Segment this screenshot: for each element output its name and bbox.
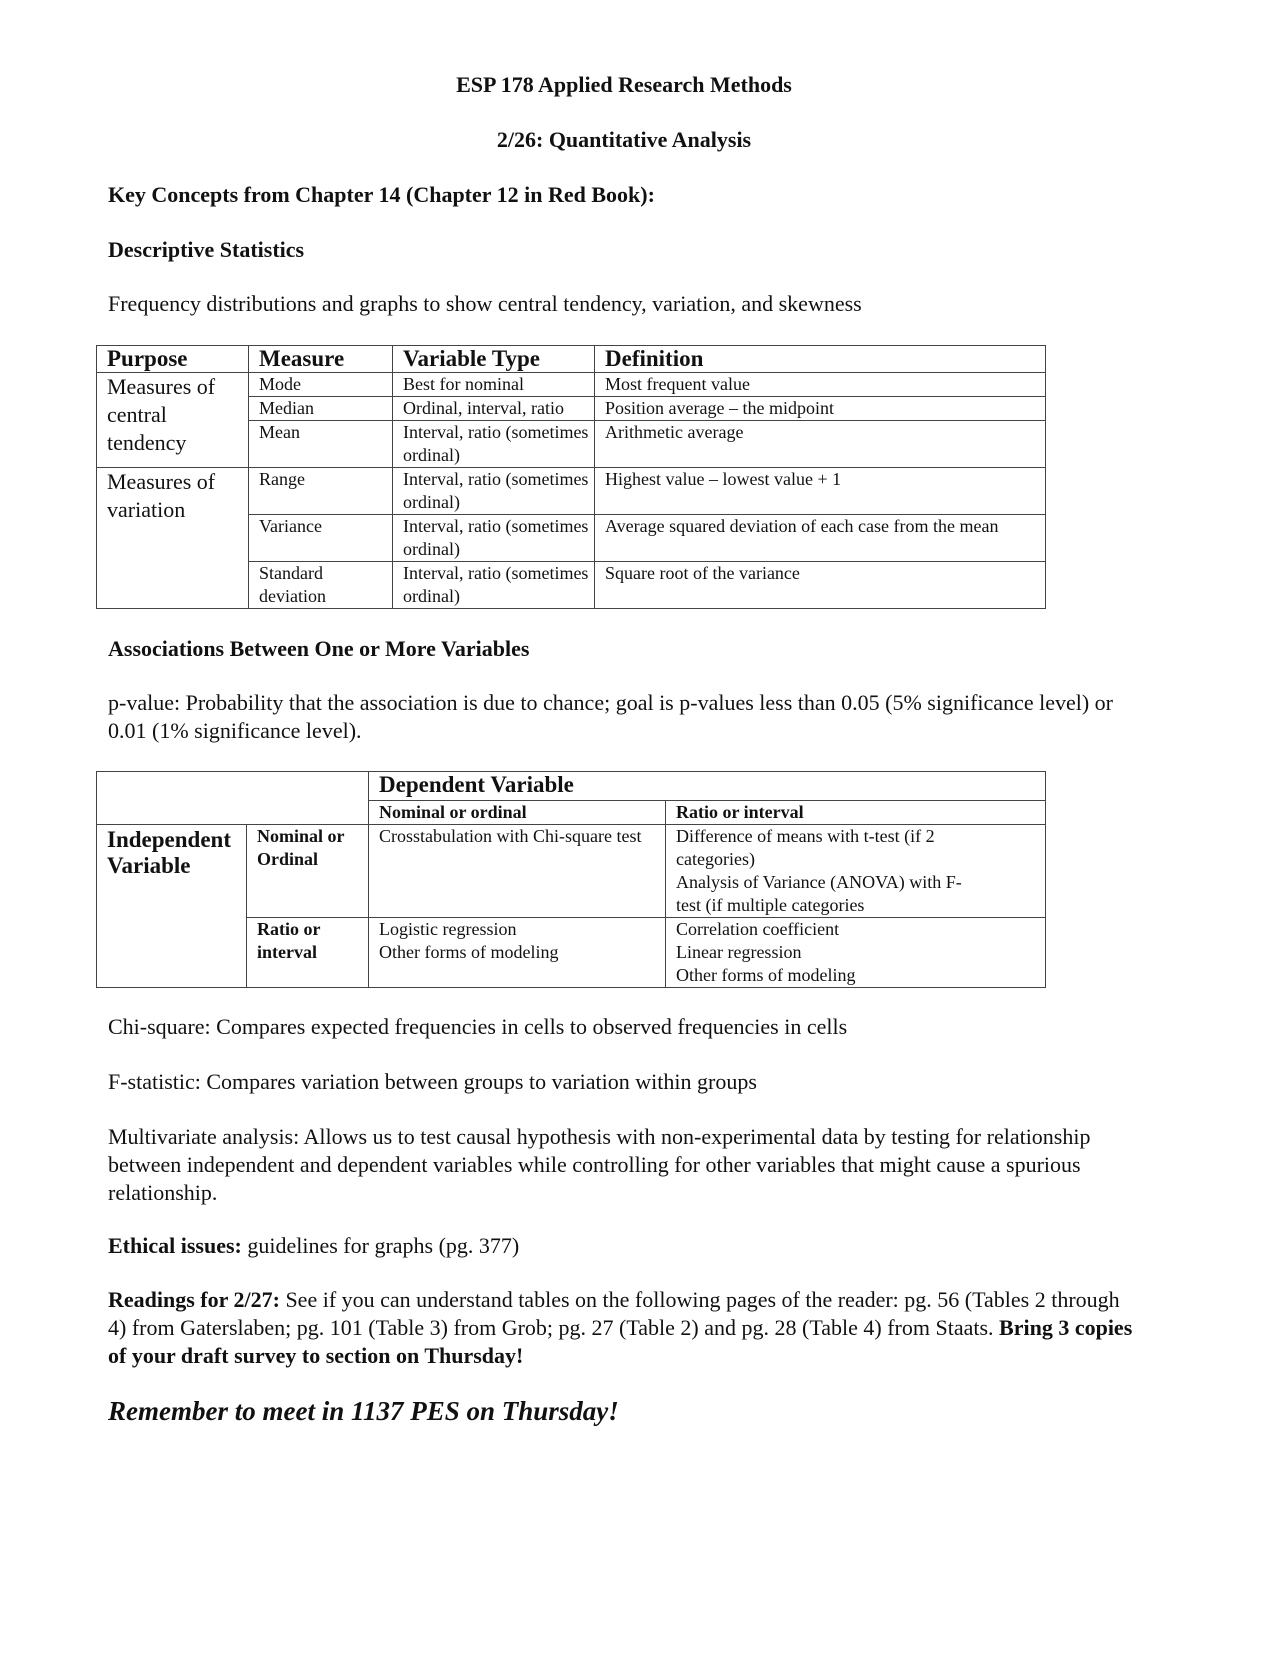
definition-cell: Highest value – lowest value + 1: [595, 468, 1046, 515]
key-concepts-heading: Key Concepts from Chapter 14 (Chapter 12 in Red Book):: [108, 182, 655, 207]
document-subtitle: 2/26: Quantitative Analysis: [496, 127, 752, 152]
test-cell: Correlation coefficient Linear regression Other forms of modeling: [666, 918, 1046, 988]
definition-cell: Arithmetic average: [595, 421, 1046, 468]
dep-col-nominal: Nominal or ordinal: [369, 801, 666, 825]
definition-cell: Square root of the variance: [595, 562, 1046, 609]
purpose-cell: Measures of variation: [97, 468, 249, 609]
readings-text: See if you can understand tables on the following pages of the reader: pg. 56 (Tables 2 through 4) from Gaterslaben; pg. 101 (Table 3) from Grob; pg. 27 (Table 2) and pg. 28 (Table 4) from Staats.: [108, 1287, 1120, 1340]
type-cell: Best for nominal: [393, 373, 595, 397]
test-cell: Difference of means with t-test (if 2 categories) Analysis of Variance (ANOVA) with F-test (if multiple categories: [666, 825, 1046, 918]
type-cell: Interval, ratio (sometimes ordinal): [393, 562, 595, 609]
empty-corner-cell: [97, 772, 369, 825]
type-cell: Ordinal, interval, ratio: [393, 397, 595, 421]
measure-cell: Mean: [249, 421, 393, 468]
type-cell: Interval, ratio (sometimes ordinal): [393, 421, 595, 468]
measure-cell: Median: [249, 397, 393, 421]
measure-cell: Standard deviation: [249, 562, 393, 609]
readings-bold: Bring 3 copies of your draft survey to section on Thursday!: [108, 1315, 1133, 1368]
dep-col-ratio: Ratio or interval: [666, 801, 1046, 825]
ethical-text: guidelines for graphs (pg. 377): [241, 1233, 520, 1258]
measure-cell: Mode: [249, 373, 393, 397]
measure-cell: Range: [249, 468, 393, 515]
iv-nominal: Nominal or Ordinal: [247, 825, 369, 918]
definition-cell: Position average – the midpoint: [595, 397, 1046, 421]
ethical-label: Ethical issues:: [108, 1233, 242, 1258]
chi-square-note: Chi-square: Compares expected frequencies in cells to observed frequencies in cells: [108, 1014, 848, 1039]
iv-ratio: Ratio or interval: [247, 918, 369, 988]
pvalue-definition: p-value: Probability that the association is due to chance; goal is p-values less than 0.05 (5% significance level) or 0.01 (1% significance level).: [108, 690, 1113, 743]
dependent-variable-header: Dependent Variable: [369, 772, 1046, 801]
header-variable-type: Variable Type: [393, 346, 595, 373]
test-cell: Logistic regression Other forms of modeling: [369, 918, 666, 988]
association-tests-table: [96, 771, 1046, 988]
purpose-cell: Measures of central tendency: [97, 373, 249, 468]
associations-heading: Associations Between One or More Variables: [108, 636, 530, 661]
document-title: ESP 178 Applied Research Methods: [456, 72, 792, 97]
descriptive-statistics-table: [96, 345, 1046, 609]
multivariate-note: Multivariate analysis: Allows us to test causal hypothesis with non-experimental data by testing for relationship between independent and dependent variables while controlling for other variables that might cause a spurious relationship.: [108, 1124, 1091, 1205]
table-row: [97, 373, 1046, 397]
test-cell: Crosstabulation with Chi-square test: [369, 825, 666, 918]
table-row: [97, 468, 1046, 515]
readings-note: [108, 1286, 1143, 1370]
header-measure: Measure: [249, 346, 393, 373]
header-purpose: Purpose: [97, 346, 249, 373]
reminder: Remember to meet in 1137 PES on Thursday!: [108, 1396, 619, 1426]
readings-label: Readings for 2/27:: [108, 1287, 280, 1312]
descriptive-intro: Frequency distributions and graphs to show central tendency, variation, and skewness: [108, 291, 862, 316]
type-cell: Interval, ratio (sometimes ordinal): [393, 515, 595, 562]
independent-variable-header: Independent Variable: [97, 825, 247, 988]
definition-cell: Most frequent value: [595, 373, 1046, 397]
f-statistic-note: F-statistic: Compares variation between groups to variation within groups: [108, 1069, 757, 1094]
table-row: [97, 825, 1046, 918]
type-cell: Interval, ratio (sometimes ordinal): [393, 468, 595, 515]
ethical-note: [108, 1232, 1148, 1260]
descriptive-heading: Descriptive Statistics: [108, 237, 305, 262]
measure-cell: Variance: [249, 515, 393, 562]
header-definition: Definition: [595, 346, 1046, 373]
definition-cell: Average squared deviation of each case from the mean: [595, 515, 1046, 562]
